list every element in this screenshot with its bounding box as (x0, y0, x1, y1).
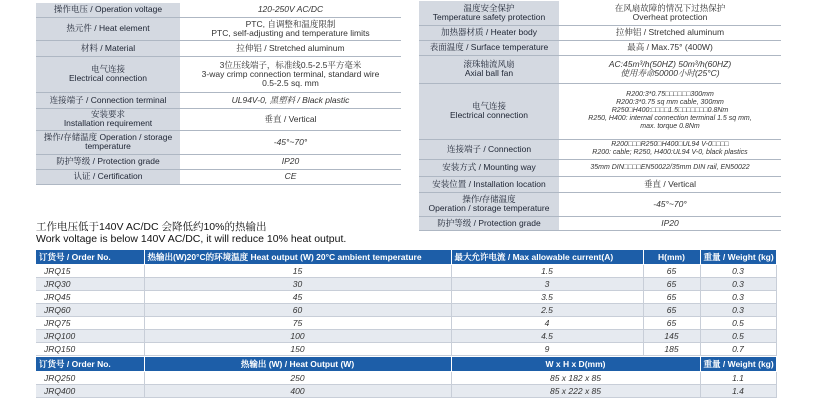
heat-output-cell: 60 (144, 304, 451, 317)
weight-cell: 0.3 (700, 278, 776, 291)
spec-row (36, 130, 401, 154)
order-no-cell: JRQ60 (36, 304, 144, 317)
current-cell: 3 (451, 278, 643, 291)
spec-value: R200:3*0.75□□□□□□300mm R200:3*0.75 sq mm cable, 300mm R250□H400:□□□□1.5□□□□□□□0.8Nm R250, H400: internal connection terminal 1.5 sq mm, max. torque 0.8Nm (559, 83, 781, 139)
spec-row (419, 216, 781, 230)
weight-cell: 0.3 (700, 291, 776, 304)
spec-value: 最高 / Max.75° (400W) (559, 40, 781, 55)
weight-cell: 0.3 (700, 265, 776, 278)
spec-label: 操作电压 / Operation voltage (36, 3, 180, 17)
table-row (36, 372, 776, 385)
spec-row (36, 40, 401, 56)
voltage-note-cn: 工作电压低于140V AC/DC 会降低约10%的热输出 (36, 221, 267, 233)
spec-value: 垂直 / Vertical (180, 108, 401, 130)
order-no-cell: JRQ100 (36, 330, 144, 343)
heat-output-cell: 30 (144, 278, 451, 291)
dimensions-cell: 85 x 222 x 85 (451, 385, 700, 398)
dimensions-cell: 85 x 182 x 85 (451, 372, 700, 385)
spec-row (419, 25, 781, 40)
spec-row (419, 83, 781, 139)
order-no-cell: JRQ30 (36, 278, 144, 291)
spec-value: 120-250V AC/DC (180, 3, 401, 17)
spec-value: 35mm DIN□□□□EN50022/35mm DIN rail, EN50022 (559, 159, 781, 176)
height-cell: 65 (643, 291, 700, 304)
spec-value: -45°~70° (180, 130, 401, 154)
product-table-heat-output (36, 250, 777, 356)
header-height: H(mm) (643, 250, 700, 265)
table-row (36, 265, 776, 278)
weight-cell: 1.4 (700, 385, 776, 398)
heat-output-cell: 250 (144, 372, 451, 385)
header-max-current: 最大允许电流 / Max allowable current(A) (451, 250, 643, 265)
heat-output-cell: 100 (144, 330, 451, 343)
current-cell: 4.5 (451, 330, 643, 343)
spec-row (419, 55, 781, 83)
spec-row (419, 139, 781, 159)
spec-value: PTC, 自调整和温度限制 PTC, self-adjusting and temperature limits (180, 17, 401, 40)
spec-row (36, 92, 401, 108)
spec-row (36, 3, 401, 17)
weight-cell: 0.7 (700, 343, 776, 356)
spec-row (419, 192, 781, 216)
table-row (36, 385, 776, 398)
spec-row (419, 40, 781, 55)
spec-label: 电气连接 Electrical connection (419, 83, 559, 139)
header-heat-output: 热输出 (W) / Heat Output (W) (144, 357, 451, 372)
weight-cell: 0.5 (700, 317, 776, 330)
voltage-note-en: Work voltage is below 140V AC/DC, it will reduce 10% heat output. (36, 233, 347, 245)
height-cell: 65 (643, 317, 700, 330)
spec-label: 热元件 / Heat element (36, 17, 180, 40)
spec-row (419, 1, 781, 25)
heat-output-cell: 75 (144, 317, 451, 330)
spec-label: 操作/存储温度 Operation / storage temperature (419, 192, 559, 216)
spec-label: 连接端子 / Connection terminal (36, 92, 180, 108)
spec-label: 温度安全保护 Temperature safety protection (419, 1, 559, 25)
current-cell: 2.5 (451, 304, 643, 317)
product-table-dimensions (36, 357, 777, 398)
spec-value: R200□□□R250□H400□UL94 V-0□□□□ R200: cable; R250, H400:UL94 V-0, black plastics (559, 139, 781, 159)
height-cell: 65 (643, 265, 700, 278)
table-row (36, 343, 776, 356)
weight-cell: 0.3 (700, 304, 776, 317)
height-cell: 65 (643, 304, 700, 317)
spec-value: UL94V-0, 黑塑料 / Black plastic (180, 92, 401, 108)
spec-row (419, 159, 781, 176)
spec-value: 3位压线端子，标准线0.5-2.5平方毫米 3-way crimp connection terminal, standard wire 0.5-2.5 sq. mm (180, 56, 401, 92)
header-dimensions: W x H x D(mm) (451, 357, 700, 372)
weight-cell: 1.1 (700, 372, 776, 385)
order-no-cell: JRQ150 (36, 343, 144, 356)
spec-row (419, 176, 781, 192)
order-no-cell: JRQ75 (36, 317, 144, 330)
spec-label: 认证 / Certification (36, 169, 180, 184)
header-weight: 重量 / Weight (kg) (700, 250, 776, 265)
header-order-no: 订货号 / Order No. (36, 250, 144, 265)
spec-label: 材料 / Material (36, 40, 180, 56)
heat-output-cell: 15 (144, 265, 451, 278)
table-row (36, 330, 776, 343)
spec-value: AC:45m³/h(50HZ) 50m³/h(60HZ) 使用寿命50000小时(25°C) (559, 55, 781, 83)
spec-label: 安装位置 / Installation location (419, 176, 559, 192)
order-no-cell: JRQ400 (36, 385, 144, 398)
spec-value: 垂直 / Vertical (559, 176, 781, 192)
spec-label: 安装要求 Installation requirement (36, 108, 180, 130)
spec-label: 滚珠轴流风扇 Axial ball fan (419, 55, 559, 83)
order-no-cell: JRQ15 (36, 265, 144, 278)
header-heat-output: 热输出(W)20°C的环境温度 Heat output (W) 20°C ambient temperature (144, 250, 451, 265)
order-no-cell: JRQ250 (36, 372, 144, 385)
spec-label: 表面温度 / Surface temperature (419, 40, 559, 55)
spec-label: 防护等级 / Protection grade (36, 154, 180, 169)
spec-label: 安装方式 / Mounting way (419, 159, 559, 176)
current-cell: 3.5 (451, 291, 643, 304)
spec-row (36, 17, 401, 40)
right-spec-table (419, 1, 781, 231)
height-cell: 145 (643, 330, 700, 343)
spec-row (36, 108, 401, 130)
table-row (36, 291, 776, 304)
spec-value: 在风扇故障的情况下过热保护 Overheat protection (559, 1, 781, 25)
spec-value: 拉伸铝 / Stretched aluminum (559, 25, 781, 40)
spec-row (36, 56, 401, 92)
spec-label: 操作/存储温度 Operation / storage temperature (36, 130, 180, 154)
current-cell: 9 (451, 343, 643, 356)
weight-cell: 0.5 (700, 330, 776, 343)
spec-value: IP20 (180, 154, 401, 169)
table-header-row (36, 250, 776, 265)
table-row (36, 317, 776, 330)
table-row (36, 278, 776, 291)
heat-output-cell: 45 (144, 291, 451, 304)
spec-value: -45°~70° (559, 192, 781, 216)
spec-row (36, 169, 401, 184)
heat-output-cell: 150 (144, 343, 451, 356)
current-cell: 1.5 (451, 265, 643, 278)
current-cell: 4 (451, 317, 643, 330)
spec-label: 电气连接 Electrical connection (36, 56, 180, 92)
order-no-cell: JRQ45 (36, 291, 144, 304)
spec-row (36, 154, 401, 169)
spec-value: IP20 (559, 216, 781, 230)
heat-output-cell: 400 (144, 385, 451, 398)
height-cell: 185 (643, 343, 700, 356)
height-cell: 65 (643, 278, 700, 291)
spec-label: 连接端子 / Connection (419, 139, 559, 159)
spec-label: 防护等级 / Protection grade (419, 216, 559, 230)
header-weight: 重量 / Weight (kg) (700, 357, 776, 372)
table-header-row (36, 357, 776, 372)
spec-value: CE (180, 169, 401, 184)
header-order-no: 订货号 / Order No. (36, 357, 144, 372)
spec-value: 拉伸铝 / Stretched aluminum (180, 40, 401, 56)
left-spec-table (36, 3, 401, 185)
table-row (36, 304, 776, 317)
spec-label: 加热器材质 / Heater body (419, 25, 559, 40)
